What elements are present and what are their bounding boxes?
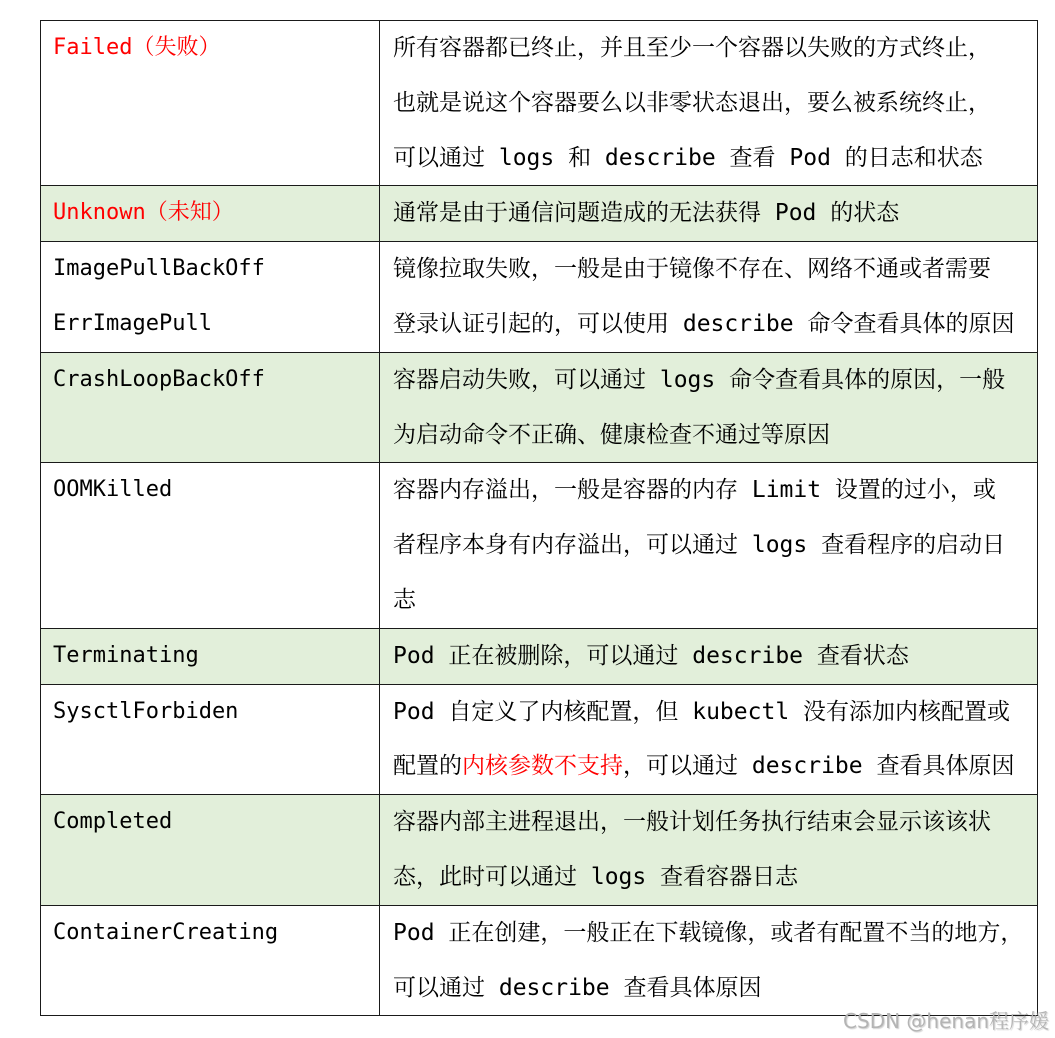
status-name: Terminating <box>53 642 199 668</box>
table-row <box>41 795 1038 906</box>
status-name: SysctlForbiden <box>53 698 239 724</box>
description-line: 也就是说这个容器要么以非零状态退出，要么被系统终止， <box>393 89 991 116</box>
table-row <box>41 628 1038 684</box>
description-cell <box>380 628 1038 684</box>
description-cell <box>380 242 1038 353</box>
status-name: Unknown（未知） <box>53 200 234 226</box>
description-cell <box>380 21 1038 186</box>
watermark: CSDN @henan程序媛 <box>843 1009 1049 1033</box>
status-cell <box>41 242 380 353</box>
description-line: 通常是由于通信问题造成的无法获得 Pod 的状态 <box>393 200 900 227</box>
description-line: Pod 正在被删除，可以通过 describe 查看状态 <box>393 642 909 669</box>
pod-status-table <box>40 20 1038 1016</box>
status-name: ErrImagePull <box>53 310 212 336</box>
table-row <box>41 684 1038 795</box>
description-cell <box>380 352 1038 463</box>
status-name: ContainerCreating <box>53 919 279 945</box>
table-row <box>41 186 1038 242</box>
description-line: 可以通过 logs 和 describe 查看 Pod 的日志和状态 <box>393 144 983 171</box>
description-line: 为启动命令不正确、健康检查不通过等原因 <box>393 421 830 448</box>
description-line: 志 <box>393 586 416 613</box>
description-line: 登录认证引起的，可以使用 describe 命令查看具体的原因 <box>393 310 1015 337</box>
description-cell <box>380 684 1038 795</box>
status-name: Completed <box>53 809 173 835</box>
description-line: 所有容器都已终止，并且至少一个容器以失败的方式终止， <box>393 35 991 61</box>
description-line: 镜像拉取失败，一般是由于镜像不存在、网络不通或者需要 <box>393 256 991 283</box>
table-row <box>41 21 1038 186</box>
status-cell <box>41 463 380 628</box>
description-line: 容器内存溢出，一般是容器的内存 Limit 设置的过小，或 <box>393 477 996 504</box>
table-row <box>41 352 1038 463</box>
status-cell <box>41 905 380 1016</box>
table-row <box>41 242 1038 353</box>
description-cell <box>380 905 1038 1016</box>
status-cell <box>41 186 380 242</box>
description-text: ，可以通过 describe 查看具体原因 <box>623 753 1015 780</box>
table-row <box>41 905 1038 1016</box>
description-cell <box>380 186 1038 242</box>
description-cell <box>380 463 1038 628</box>
status-cell <box>41 795 380 906</box>
status-cell <box>41 628 380 684</box>
table-row <box>41 463 1038 628</box>
description-line <box>393 739 1033 794</box>
status-name: ImagePullBackOff <box>53 256 265 282</box>
description-text: 配置的 <box>393 753 462 780</box>
status-cell <box>41 684 380 795</box>
description-line: Pod 自定义了内核配置，但 kubectl 没有添加内核配置或 <box>393 698 1011 725</box>
description-line: 者程序本身有内存溢出，可以通过 logs 查看程序的启动日 <box>393 532 1006 559</box>
description-line: 容器内部主进程退出，一般计划任务执行结束会显示该该状 <box>393 809 991 836</box>
status-cell <box>41 352 380 463</box>
status-name: OOMKilled <box>53 477 173 503</box>
status-name: CrashLoopBackOff <box>53 366 265 392</box>
description-line: 可以通过 describe 查看具体原因 <box>393 974 762 1001</box>
description-cell <box>380 795 1038 906</box>
description-line: 容器启动失败，可以通过 logs 命令查看具体的原因，一般 <box>393 366 1006 393</box>
description-highlight: 内核参数不支持 <box>462 753 623 780</box>
description-line: Pod 正在创建，一般正在下载镜像，或者有配置不当的地方， <box>393 919 1024 946</box>
status-cell <box>41 21 380 186</box>
description-line: 态，此时可以通过 logs 查看容器日志 <box>393 863 799 890</box>
status-name: Failed（失败） <box>53 35 221 60</box>
